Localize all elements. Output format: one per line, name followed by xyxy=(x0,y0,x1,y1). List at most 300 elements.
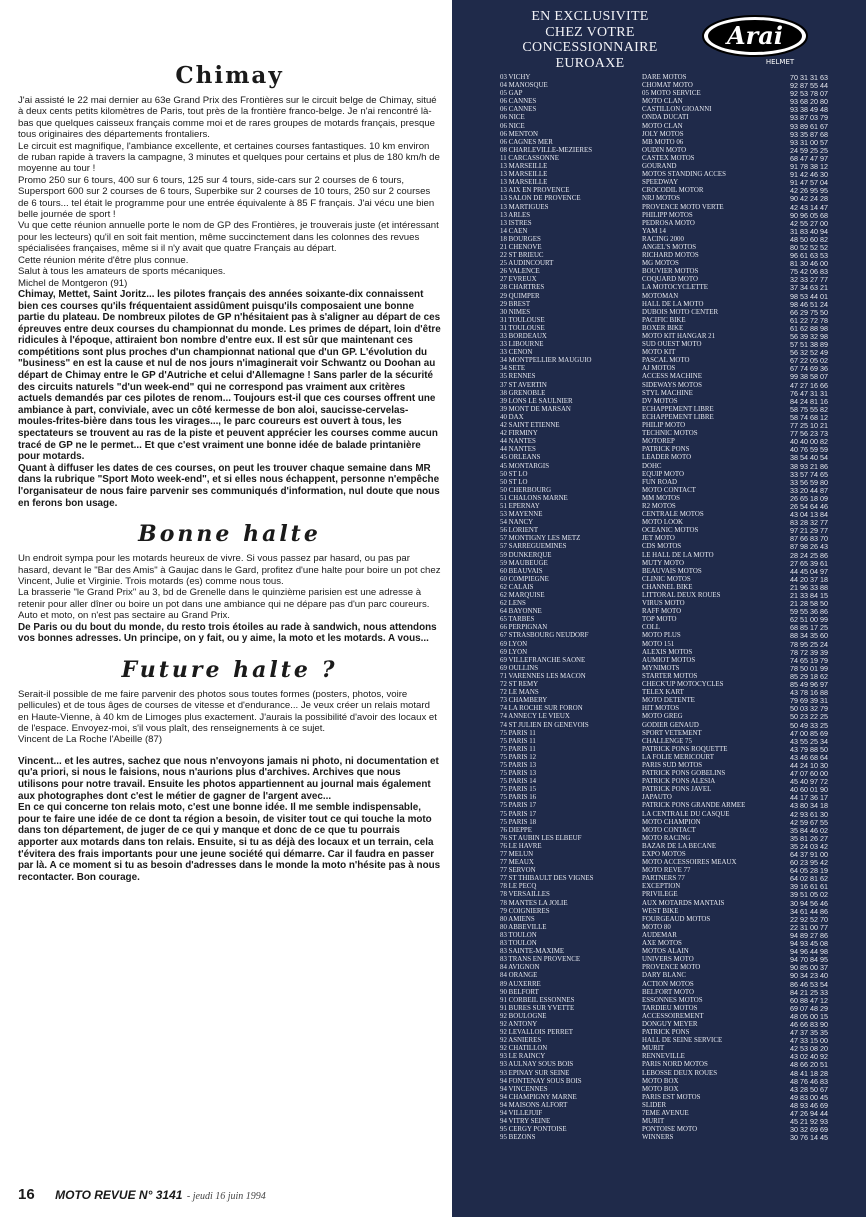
dealer-name: ECHAPPEMENT LIBRE xyxy=(642,413,714,421)
dealer-phone: 42 26 95 95 xyxy=(790,187,828,196)
dealer-phone: 47 27 16 66 xyxy=(790,381,828,390)
dealer-name: DV MOTOS xyxy=(642,397,678,405)
brand-name: Arai xyxy=(727,21,783,50)
dealer-phone: 33 57 74 65 xyxy=(790,470,828,479)
dealer-name: CASTILLON GIOANNI xyxy=(642,106,712,114)
dealer-city: 42 SAINT ETIENNE xyxy=(500,422,560,430)
dealer-phone: 35 84 46 02 xyxy=(790,826,828,835)
dealer-name: CROCODIL MOTOR xyxy=(642,187,704,195)
arai-helmet-logo xyxy=(700,12,810,70)
reply-chimay xyxy=(18,289,441,509)
dealer-phone: 88 34 35 60 xyxy=(790,632,828,641)
dealer-city: 79 COIGNIERES xyxy=(500,907,550,915)
dealer-phone: 48 76 46 83 xyxy=(790,1077,828,1086)
dealer-name: PATRICK PONS ROQUETTE xyxy=(642,745,728,753)
dealer-phone: 26 65 18 09 xyxy=(790,494,828,503)
dealer-name: AUMIOT MOTOS xyxy=(642,656,696,664)
dealer-city: 94 MAISONS ALFORT xyxy=(500,1101,568,1109)
dealer-phone: 33 20 44 87 xyxy=(790,486,828,495)
dealer-city: 83 TRANS EN PROVENCE xyxy=(500,956,581,964)
dealer-phone: 44 45 04 97 xyxy=(790,567,828,576)
dealer-phone: 75 42 06 83 xyxy=(790,268,828,277)
dealer-city: 73 CHAMBERY xyxy=(500,697,548,705)
dealer-name: PATRICK PONS GRANDE ARMEE xyxy=(642,802,746,810)
dealer-name: PARIS EST MOTOS xyxy=(642,1093,701,1101)
letter-paragraph: Serait-il possible de me faire parvenir des photos sous toutes formes (posters, photos, voire pellicules) et de tous âges de courses de vitesse et d'endurance... Je veux créer un relais motard en Haute-Vienne, à 40 km de Limoges plus exactement. J'aurais la possibilité d'avoir des locaux et de l'espace. Envoyez-moi, s'il vous plaît, des renseignements à ce sujet. xyxy=(18,688,437,735)
dealer-city: 93 EPINAY SUR SEINE xyxy=(500,1069,570,1077)
dealer-phone: 81 30 46 00 xyxy=(790,260,828,269)
dealer-name: WEST BIKE xyxy=(642,907,679,915)
dealer-phone: 38 93 21 86 xyxy=(790,462,828,471)
dealer-city: 28 CHARTRES xyxy=(500,284,545,292)
dealer-city: 94 CHAMPIGNY MARNE xyxy=(500,1093,577,1101)
dealer-name: MURIT xyxy=(642,1045,665,1053)
dealer-phone: 84 21 25 33 xyxy=(790,988,828,997)
dealer-city: 76 ST AUBIN LES ELBEUF xyxy=(500,834,582,842)
dealer-city: 90 BELFORT xyxy=(500,988,539,996)
dealer-name: PRIVILEGE xyxy=(642,891,678,899)
dealer-name: LA CENTRALE DU CASQUE xyxy=(642,810,730,818)
dealer-name: TELEX KART xyxy=(642,689,684,697)
dealer-phone: 40 60 01 90 xyxy=(790,786,828,795)
dealer-name: CENTRALE MOTOS xyxy=(642,511,704,519)
dealer-name: PHILIPP MOTOS xyxy=(642,211,693,219)
ad-headline-line: CONCESSIONNAIRE xyxy=(522,40,658,55)
dealer-city: 08 CHARLEVILLE-MEZIERES xyxy=(500,146,593,154)
dealer-name: BOXER BIKE xyxy=(642,324,684,332)
dealer-city: 31 TOULOUSE xyxy=(500,316,545,324)
dealer-name: FUN ROAD xyxy=(642,478,678,486)
dealer-phone: 78 50 01 99 xyxy=(790,664,828,673)
dealer-phone: 93 89 61 67 xyxy=(790,122,828,131)
dealer-name: LE HALL DE LA MOTO xyxy=(642,551,714,559)
dealer-phone: 22 31 00 77 xyxy=(790,923,828,932)
dealer-name: MOTO 80 xyxy=(642,923,671,931)
dealer-name: YAM 14 xyxy=(642,227,666,235)
dealer-city: 92 CHATILLON xyxy=(500,1045,548,1053)
dealer-city: 75 PARIS 11 xyxy=(500,737,536,745)
dealer-phone: 44 24 10 30 xyxy=(790,761,828,770)
dealer-city: 94 VITRY SEINE xyxy=(500,1118,551,1126)
dealer-city: 92 ASNIERES xyxy=(500,1037,542,1045)
dealer-name: AXE MOTOS xyxy=(642,940,682,948)
dealer-name: PROVENCE MOTO VERTE xyxy=(642,203,724,211)
dealer-phone: 96 61 63 53 xyxy=(790,252,828,261)
dealer-city: 57 MONTIGNY LES METZ xyxy=(500,535,581,543)
dealer-name: MOTO REVE 77 xyxy=(642,867,691,875)
dealer-city: 75 PARIS 11 xyxy=(500,745,536,753)
dealer-name: GOURAND xyxy=(642,163,677,171)
dealer-phone: 58 75 55 82 xyxy=(790,405,828,414)
dealer-phone: 21 28 58 50 xyxy=(790,600,828,609)
dealer-name: PATRICK PONS JAVEL xyxy=(642,786,712,794)
dealer-phone: 76 47 31 31 xyxy=(790,389,828,398)
dealer-phone: 83 28 32 77 xyxy=(790,519,828,528)
dealer-city: 13 AIX EN PROVENCE xyxy=(500,187,570,195)
dealer-phone: 87 98 26 43 xyxy=(790,543,828,552)
dealer-phone: 90 34 23 40 xyxy=(790,972,828,981)
dealer-phone: 31 83 40 94 xyxy=(790,227,828,236)
dealer-name: MOTOMAN xyxy=(642,292,679,300)
dealer-name: PROVENCE MOTO xyxy=(642,964,701,972)
dealer-name: JAPAUTO xyxy=(642,794,672,802)
dealer-phone: 35 81 26 27 xyxy=(790,834,828,843)
dealer-name: HALL DE LA MOTO xyxy=(642,300,704,308)
dealer-phone: 61 22 72 78 xyxy=(790,316,828,325)
dealer-phone: 24 59 25 25 xyxy=(790,146,828,155)
dealer-city: 74 ANNECY LE VIEUX xyxy=(500,713,570,721)
dealer-name: MG MOTOS xyxy=(642,260,679,268)
dealer-name: JOLY MOTOS xyxy=(642,130,684,138)
dealer-phone: 61 62 88 98 xyxy=(790,324,828,333)
letter-chimay xyxy=(18,95,441,289)
dealer-name: STARTER MOTOS xyxy=(642,672,698,680)
dealer-phone: 49 83 00 45 xyxy=(790,1093,828,1102)
dealer-phone: 99 38 58 07 xyxy=(790,373,828,382)
dealer-name: CHECK'UP MOTOCYCLES xyxy=(642,681,724,689)
dealer-name: SIDEWAYS MOTOS xyxy=(642,381,702,389)
dealer-name: MOTOS ALAIN xyxy=(642,948,689,956)
dealer-phone: 90 96 05 68 xyxy=(790,211,828,220)
dealer-city: 33 CENON xyxy=(500,349,533,357)
dealer-phone: 94 93 45 08 xyxy=(790,940,828,949)
dealer-phone: 40 76 59 59 xyxy=(790,446,828,455)
dealer-name: CASTEX MOTOS xyxy=(642,154,695,162)
dealer-phone: 48 66 20 51 xyxy=(790,1061,828,1070)
dealer-city: 13 MARSEILLE xyxy=(500,171,548,179)
dealer-city: 78 LE PECQ xyxy=(500,883,537,891)
dealer-name: UNIVERS MOTO xyxy=(642,956,694,964)
dealer-name: PARTNERS 77 xyxy=(642,875,685,883)
dealer-city: 92 ANTONY xyxy=(500,1020,538,1028)
dealer-name: AJ MOTOS xyxy=(642,365,676,373)
dealer-city: 38 GRENOBLE xyxy=(500,389,546,397)
dealer-city: 69 VILLEFRANCHE SAONE xyxy=(500,656,586,664)
dealer-name: RACING 2000 xyxy=(642,235,684,243)
dealer-city: 35 RENNES xyxy=(500,373,536,381)
dealer-city: 13 MARTIGUES xyxy=(500,203,549,211)
dealer-name: LA MOTOCYCLETTE xyxy=(642,284,708,292)
dealer-city: 25 AUDINCOURT xyxy=(500,260,554,268)
dealer-name: MOTO BOX xyxy=(642,1085,679,1093)
letter-paragraph: J'ai assisté le 22 mai dernier au 63e Grand Prix des Frontières sur le circuit belge de Chimay, situé à deux cents petits kilomètres de Paris, tout près de la frontière franco-belge. Je n'ai rencontré là-bas que quelques caisseux français comme moi et de rares groupes de motards français, presque tous originaires des départements frontaliers. xyxy=(18,95,437,141)
dealer-name: MOTO KIT HANGAR 21 xyxy=(642,333,716,340)
dealer-name: STYL MACHINE xyxy=(642,389,693,397)
dealer-city: 93 LE RAINCY xyxy=(500,1053,546,1061)
dealer-name: MOTO BOX xyxy=(642,1077,679,1085)
dealer-city: 75 PARIS 13 xyxy=(500,761,537,769)
dealer-city: 94 VINCENNES xyxy=(500,1085,548,1093)
dealer-name: HALL DE SEINE SERVICE xyxy=(642,1037,723,1045)
dealer-phone: 62 51 00 99 xyxy=(790,616,828,625)
dealer-phone: 78 95 25 24 xyxy=(790,640,828,649)
dealer-name: PASCAL MOTO xyxy=(642,357,690,365)
dealer-names xyxy=(642,74,782,1142)
dealer-phone: 50 03 32 79 xyxy=(790,705,828,714)
dealer-name: DARE MOTOS xyxy=(642,74,687,81)
dealer-phone: 98 46 51 24 xyxy=(790,300,828,309)
dealer-phone: 68 47 47 97 xyxy=(790,154,828,163)
dealer-name: PEDROSA MOTO xyxy=(642,219,695,227)
dealer-name: MOTO 151 xyxy=(642,640,675,648)
dealer-name: CHANNEL BIKE xyxy=(642,583,693,591)
dealer-city: 75 PARIS 18 xyxy=(500,818,537,826)
dealer-name: MYNIMOTS xyxy=(642,664,680,672)
dealer-name: ESSONNES MOTOS xyxy=(642,996,703,1004)
section-title-bonne-halte: Bonne halte xyxy=(138,521,321,548)
dealer-name: ONDA DUCATI xyxy=(642,114,689,122)
dealer-city: 50 ST LO xyxy=(500,470,528,478)
dealer-phone: 48 50 60 82 xyxy=(790,235,828,244)
dealer-city: 69 LYON xyxy=(500,648,528,656)
dealer-phone: 21 96 33 88 xyxy=(790,583,828,592)
dealer-phone: 90 42 24 28 xyxy=(790,195,828,204)
dealer-phone: 87 66 83 70 xyxy=(790,535,828,544)
dealer-phone: 56 32 52 49 xyxy=(790,349,828,358)
dealer-name: PHILIP MOTO xyxy=(642,422,686,430)
dealer-name: DARY BLANC xyxy=(642,972,686,980)
dealer-phone: 67 74 69 36 xyxy=(790,365,828,374)
dealer-phone: 93 87 03 79 xyxy=(790,114,828,123)
dealer-city: 74 ST JULIEN EN GENEVOIS xyxy=(500,721,589,729)
dealer-name: MOTO GREG xyxy=(642,713,683,721)
dealer-city: 89 AUXERRE xyxy=(500,980,541,988)
dealer-city: 74 LA ROCHE SUR FORON xyxy=(500,705,583,713)
dealer-phone: 64 37 91 00 xyxy=(790,851,828,859)
dealer-city: 22 ST BRIEUC xyxy=(500,252,544,260)
dealer-name: MUTY MOTO xyxy=(642,559,684,567)
dealer-phone: 44 17 36 17 xyxy=(790,794,828,803)
dealer-name: PATRICK PONS GOBELINS xyxy=(642,770,726,778)
dealer-phone: 50 23 22 25 xyxy=(790,713,828,722)
dealer-phone: 21 33 84 15 xyxy=(790,592,828,600)
dealer-phone: 39 16 61 61 xyxy=(790,883,828,892)
dealer-name: VIRUS MOTO xyxy=(642,600,685,608)
dealer-phone: 60 88 47 12 xyxy=(790,996,828,1005)
dealer-city: 92 LEVALLOIS PERRET xyxy=(500,1029,573,1037)
dealer-advertisement xyxy=(452,0,866,1217)
page-number: 16 xyxy=(18,1186,35,1203)
dealer-phone: 33 56 59 80 xyxy=(790,478,828,487)
dealer-phone: 50 49 33 25 xyxy=(790,721,828,730)
letter-bonne-halte xyxy=(18,553,441,645)
dealer-name: MOTO CONTACT xyxy=(642,486,696,494)
dealer-name: 05 MOTO SERVICE xyxy=(642,90,701,98)
dealer-phone: 45 40 97 72 xyxy=(790,778,828,787)
dealer-phone: 70 31 31 63 xyxy=(790,74,828,82)
reply-paragraph: Quant à diffuser les dates de ces courses, on peut les trouver chaque semaine dans MR dans la rubrique "Sport Moto week-end", et si elles nous échappent, personne n'empêche l'organisateur de nous faire parvenir ses communiqués d'information, nul doute que nous en ferons bon usage. xyxy=(18,462,440,509)
dealer-city: 05 GAP xyxy=(500,90,523,98)
dealer-city: 26 VALENCE xyxy=(500,268,540,276)
dealer-name: TECHNIC MOTOS xyxy=(642,430,698,438)
ad-headline xyxy=(480,9,700,71)
dealer-city: 13 ARLES xyxy=(500,211,531,219)
dealer-name: SPEEDWAY xyxy=(642,179,679,187)
dealer-name: EXPO MOTOS xyxy=(642,851,686,858)
letter-paragraph: Promo 250 sur 6 tours, 400 sur 6 tours, 125 sur 4 tours, side-cars sur 2 courses de 6 tours, Supersport 600 sur 2 courses de 6 tours, Superbike sur 2 courses de 10 tours, 250 sur 2 courses de 6 tours... tel était le programme pour une entrée équivalente à 85 F français. J'ai vécu une bien belle journée de sport ! xyxy=(18,174,435,221)
dealer-name: ACCESSOIREMENT xyxy=(642,1012,704,1020)
reply-paragraph: Vincent... et les autres, sachez que nous n'envoyons jamais ni photo, ni documentation et qu'a priori, si nous le faisions, nous n'aurions plus d'archives. Archives que nous utilisons pour notre travail. Ensuite les photos appartiennent au journal mais également aux photographes dont c'est le métier de gagner de l'argent avec... xyxy=(18,755,439,802)
dealer-phone: 56 39 32 98 xyxy=(790,333,828,341)
dealer-city: 75 PARIS 12 xyxy=(500,753,537,761)
dealer-name: RICHARD MOTOS xyxy=(642,252,699,260)
dealer-phone: 43 46 68 64 xyxy=(790,753,828,762)
dealer-phone: 91 78 38 12 xyxy=(790,163,828,172)
dealer-phone: 97 21 29 77 xyxy=(790,527,828,536)
dealer-name: ECHAPPEMENT LIBRE xyxy=(642,405,714,413)
dealer-phone: 47 07 60 00 xyxy=(790,770,828,779)
dealer-city: 13 MARSEILLE xyxy=(500,179,548,187)
dealer-name: SLIDER xyxy=(642,1101,667,1109)
dealer-phone: 34 61 44 86 xyxy=(790,907,828,916)
dealer-city: 62 LENS xyxy=(500,600,526,608)
dealer-city: 69 LYON xyxy=(500,640,528,648)
dealer-name: CHALLENGE 75 xyxy=(642,737,692,745)
dealer-phone: 68 85 17 25 xyxy=(790,624,828,633)
dealer-name: ALEXIS MOTOS xyxy=(642,648,693,656)
dealer-phone: 79 69 39 31 xyxy=(790,697,828,706)
dealer-name: DUBOIS MOTO CENTER xyxy=(642,308,719,316)
dealer-city: 44 NANTES xyxy=(500,446,536,454)
dealer-name: ANGEL'S MOTOS xyxy=(642,243,697,251)
dealer-phone: 58 74 68 12 xyxy=(790,413,828,422)
dealer-city: 06 NICE xyxy=(500,114,525,122)
dealer-name: DOHC xyxy=(642,462,662,470)
dealer-name: MB MOTO 06 xyxy=(642,138,684,146)
dealer-name: WINNERS xyxy=(642,1134,674,1142)
dealer-name: MOTO RACING xyxy=(642,834,691,842)
dealer-phone: 27 65 39 61 xyxy=(790,559,828,568)
dealer-city: 84 AVIGNON xyxy=(500,964,540,972)
dealer-name: BAZAR DE LA BECANE xyxy=(642,842,717,850)
dealer-city: 71 VARENNES LES MACON xyxy=(500,672,586,680)
dealer-city: 30 NIMES xyxy=(500,308,531,316)
dealer-city: 06 CAGNES MER xyxy=(500,138,553,146)
dealer-name: MOTO ACCESSOIRES MEAUX xyxy=(642,859,737,867)
dealer-phone: 86 46 53 54 xyxy=(790,980,828,989)
dealer-city: 06 NICE xyxy=(500,122,525,130)
dealer-city: 14 CAEN xyxy=(500,227,528,235)
dealer-name: LITTORAL DEUX ROUES xyxy=(642,592,721,599)
ad-headline-line: CHEZ VOTRE xyxy=(545,24,635,40)
dealer-phone: 48 05 00 15 xyxy=(790,1012,828,1021)
dealer-city: 60 BEAUVAIS xyxy=(500,567,543,575)
dealer-city: 72 LE MANS xyxy=(500,689,539,697)
dealer-city: 39 LONS LE SAULNIER xyxy=(500,397,573,405)
dealer-city: 77 ST THIBAULT DES VIGNES xyxy=(500,875,594,883)
dealer-phone: 77 56 23 73 xyxy=(790,430,828,439)
dealer-city: 34 MONTPELLIER MAUGUIO xyxy=(500,357,592,365)
dealer-name: MURIT xyxy=(642,1118,665,1126)
dealer-name: PARIS SUD MOTOS xyxy=(642,761,703,769)
section-title-chimay: Chimay xyxy=(175,62,284,89)
dealer-phone: 91 47 57 04 xyxy=(790,179,828,188)
dealer-phone: 42 55 27 00 xyxy=(790,219,828,228)
dealer-city: 66 PERPIGNAN xyxy=(500,624,548,632)
dealer-city: 21 CHENOVE xyxy=(500,243,542,251)
page-footer xyxy=(18,1186,441,1206)
magazine-issue: MOTO REVUE N° 3141 xyxy=(55,1188,183,1202)
dealer-city: 40 DAX xyxy=(500,413,524,421)
dealer-name: OUDIN MOTO xyxy=(642,146,687,154)
dealer-phone: 93 38 49 48 xyxy=(790,106,828,115)
dealer-phone: 94 89 27 86 xyxy=(790,931,828,940)
dealer-phone: 47 00 85 69 xyxy=(790,729,828,738)
dealer-city: 77 MELUN xyxy=(500,851,534,858)
letter-future-halte xyxy=(18,689,441,884)
dealer-name: MOTO KIT xyxy=(642,349,676,357)
dealer-phone: 42 59 67 55 xyxy=(790,818,828,827)
dealer-phone: 37 34 63 21 xyxy=(790,284,828,293)
dealer-name: ACTION MOTOS xyxy=(642,980,694,988)
dealer-name: PATRICK PONS ALESIA xyxy=(642,778,716,786)
dealer-phone: 43 28 50 67 xyxy=(790,1085,828,1094)
letter-signature: Michel de Montgeron (91) xyxy=(18,277,128,289)
dealer-city: 18 BOURGES xyxy=(500,235,541,243)
dealer-city: 31 TOULOUSE xyxy=(500,324,545,332)
dealer-name: BELFORT MOTO xyxy=(642,988,694,996)
dealer-city: 83 SAINTE-MAXIME xyxy=(500,948,565,956)
dealer-name: LEBOSSE DEUX ROUES xyxy=(642,1069,718,1077)
dealer-city: 75 PARIS 17 xyxy=(500,810,537,818)
dealer-city: 80 AMIENS xyxy=(500,915,535,923)
dealer-phone: 67 22 05 02 xyxy=(790,357,828,366)
dealer-city: 76 DIEPPE xyxy=(500,826,532,834)
dealer-city: 77 MEAUX xyxy=(500,859,534,867)
dealer-name: NRJ MOTOS xyxy=(642,195,680,203)
dealer-city: 69 OULLINS xyxy=(500,664,539,672)
dealer-name: R2 MOTOS xyxy=(642,502,676,510)
ad-headline-line: EUROAXE xyxy=(555,55,625,71)
reply-paragraph: Chimay, Mettet, Saint Joritz... les pilotes français des années soixante-dix connaissent bien ces courses qu'ils fréquentaient assidûment puisqu'ils composaient une bonne partie du plateau. De nombreux pilotes de GP n'hésitaient pas à s'aligner au départ de ces épreuves entre deux courses du championnat du monde. Les primes de départ, loin d'être ridicules à l'époque, attiraient bon nombre d'entre eux. Il est sûr que maintenant ces compétitions sont plus proches d'un championnat national que d'un GP. L'évolution du "business" en est la cause et nul de nos jours n'imaginerait voir Schwantz ou Doohan au départ de Chimay entre le GP d'Autriche et celui d'Allemagne ! Sans parler de la sécurité des circuits naturels "d'un week-end" qui ne correspond pas vraiment aux critères actuels demandés par ces pilotes de renom... Toujours est-il que ces courses offrent une ambiance à part, conviviale, avec un côté kermesse de bon aloi, saucisse-cervelas-moules-frites-bière dans tous les virages..., le parc coureurs est ouvert à tous, les spectateurs se trouvent au ras de la piste et peuvent apprécier les courses comme aucun tracé de GP ne le permet... Et que c'est vraiment une bonne idée de balade printanière pour motards. xyxy=(18,288,441,463)
dealer-city: 33 BORDEAUX xyxy=(500,333,547,340)
dealer-city: 37 ST AVERTIN xyxy=(500,381,547,389)
dealer-city: 95 CERGY PONTOISE xyxy=(500,1126,567,1134)
dealer-name: SPORT VETEMENT xyxy=(642,729,702,737)
dealer-phone: 48 41 18 28 xyxy=(790,1069,828,1078)
dealer-phone: 85 29 18 62 xyxy=(790,672,828,681)
dealer-phone: 91 42 46 30 xyxy=(790,171,828,180)
dealer-city: 50 CHERBOURG xyxy=(500,486,552,494)
dealer-name: EQUIP MOTO xyxy=(642,470,684,478)
dealer-name: OCEANIC MOTOS xyxy=(642,527,699,535)
letter-paragraph: Vu que cette réunion annuelle porte le nom de GP des Frontières, je trouverais juste (et intéressant pour les lecteurs) qu'il en soit fait mention, même succinctement dans les colonnes des revues spécialisées françaises, même si il n'y avait que quatre Français au départ. xyxy=(18,220,439,255)
dealer-phone: 38 54 40 54 xyxy=(790,454,828,463)
dealer-city: 83 TOULON xyxy=(500,940,537,948)
dealer-name: 7EME AVENUE xyxy=(642,1110,689,1117)
dealer-city: 45 ORLEANS xyxy=(500,454,541,462)
dealer-name: RENNEVILLE xyxy=(642,1053,685,1061)
dealer-city: 06 CANNES xyxy=(500,98,537,106)
dealer-phones xyxy=(790,74,860,1142)
dealer-city: 06 CANNES xyxy=(500,106,537,114)
dealer-name: EXCEPTION xyxy=(642,883,681,891)
dealer-phone: 69 07 48 29 xyxy=(790,1004,828,1013)
dealer-city: 13 SALON DE PROVENCE xyxy=(500,195,581,203)
dealer-name: AUDEMAR xyxy=(642,931,677,939)
dealer-phone: 30 32 69 69 xyxy=(790,1126,828,1135)
dealer-name: CHOMAT MOTO xyxy=(642,82,693,90)
dealer-phone: 93 31 00 57 xyxy=(790,138,828,147)
dealer-name: GODIER GENAUD xyxy=(642,721,699,729)
dealer-phone: 80 52 52 52 xyxy=(790,243,828,252)
dealer-phone: 43 78 16 88 xyxy=(790,689,828,698)
dealer-phone: 84 24 81 16 xyxy=(790,397,828,406)
dealer-name: LEADER MOTO xyxy=(642,454,692,462)
dealer-city: 50 ST LO xyxy=(500,478,528,486)
dealer-name: MM MOTOS xyxy=(642,494,680,502)
dealer-city: 29 QUIMPER xyxy=(500,292,540,300)
